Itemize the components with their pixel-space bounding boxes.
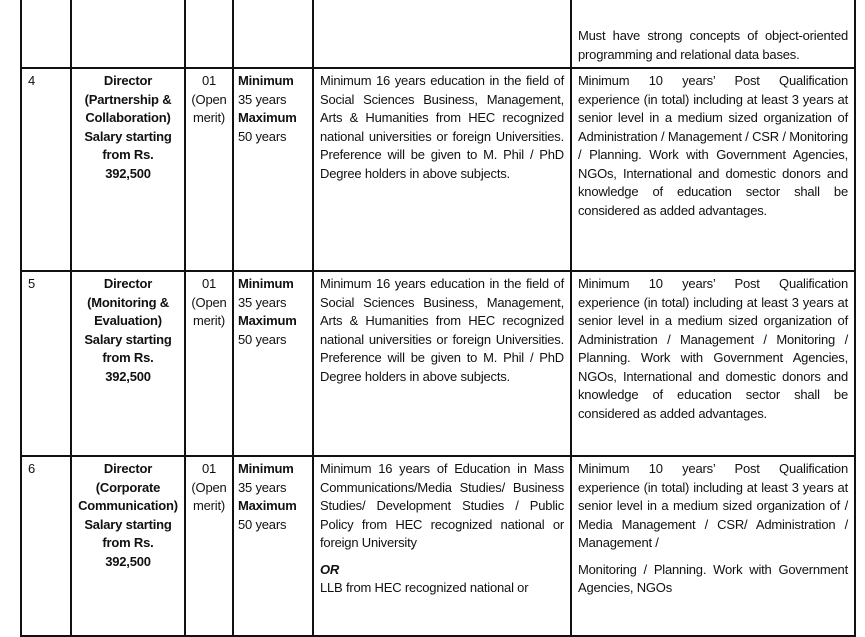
post-subtitle: (Monitoring & Evaluation) bbox=[87, 294, 169, 328]
post-cell bbox=[71, 68, 185, 271]
salary: Salary starting from Rs. 392,500 bbox=[84, 331, 172, 384]
post-subtitle: (Corporate Communication) bbox=[78, 479, 178, 513]
salary: Salary starting from Rs. 392,500 bbox=[84, 128, 172, 181]
age-max: 50 years bbox=[238, 516, 287, 532]
seats-type: (Open merit) bbox=[191, 479, 227, 513]
age-max: 50 years bbox=[238, 128, 287, 144]
experience-text: Minimum 10 years’ Post Qualification experience (in total) including at least 3 years at senior level in a medium sized organization of / Media Management / CSR/ Administration / Management / bbox=[578, 461, 848, 550]
education-cell bbox=[313, 456, 571, 636]
experience-cell: Minimum 10 years’ Post Qualification experience (in total) including at least 3 years at senior level in a medium sized organization of Administration / Management / CSR / Monitoring / Planning. Work with Government Agencies, NGOs, International and domestic donors and knowledge of education sector shall be considered as added advantages. bbox=[571, 68, 855, 271]
table-row bbox=[21, 456, 855, 636]
seats-cell bbox=[185, 271, 233, 456]
age-max: 50 years bbox=[238, 331, 287, 347]
post-cell bbox=[71, 271, 185, 456]
post-title: Director bbox=[103, 73, 153, 88]
age-min-label: Minimum bbox=[238, 73, 294, 88]
age-min: 35 years bbox=[238, 479, 287, 495]
seats-cell bbox=[185, 68, 233, 271]
age-cell bbox=[233, 0, 313, 68]
post-title: Director bbox=[103, 461, 153, 476]
age-max-label: Maximum bbox=[238, 498, 297, 513]
education-or: OR bbox=[320, 561, 340, 577]
seats: 01 bbox=[201, 461, 217, 476]
row-number: 4 bbox=[21, 68, 71, 271]
seats: 01 bbox=[201, 73, 217, 88]
row-number: 5 bbox=[21, 271, 71, 456]
age-cell bbox=[233, 68, 313, 271]
experience-cell: Minimum 10 years’ Post Qualification experience (in total) including at least 3 years at senior level in a medium sized organization of Administration / Management / Monitoring / Planning. Work with Government Agencies, NGOs, International and domestic donors and knowledge of education sector shall be considered as added advantages. bbox=[571, 271, 855, 456]
experience-cell: Must have strong concepts of object-oriented programming and relational data bases. bbox=[571, 0, 855, 68]
experience-cell bbox=[571, 456, 855, 636]
education-text-2: LLB from HEC recognized national or bbox=[320, 580, 529, 595]
seats: 01 bbox=[201, 276, 217, 291]
seats-type: (Open merit) bbox=[191, 294, 227, 328]
post-cell bbox=[71, 456, 185, 636]
education-cell: Minimum 16 years education in the field of Social Sciences Business, Management, Arts & Humanities from HEC recognized national universities or foreign Universities. Preference will be given to M. Phil / PhD Degree holders in above subjects. bbox=[313, 271, 571, 456]
seats-type: (Open merit) bbox=[191, 91, 227, 125]
age-cell bbox=[233, 271, 313, 456]
table-row bbox=[21, 271, 855, 456]
education-cell: Minimum 16 years education in the field of Social Sciences Business, Management, Arts & Humanities from HEC recognized national universities or foreign Universities. Preference will be given to M. Phil / PhD Degree holders in above subjects. bbox=[313, 68, 571, 271]
age-max-label: Maximum bbox=[238, 110, 297, 125]
post-subtitle: (Partnership & Collaboration) bbox=[84, 91, 172, 125]
age-min-label: Minimum bbox=[238, 276, 294, 291]
table-row bbox=[21, 0, 855, 68]
age-min: 35 years bbox=[238, 294, 287, 310]
salary: Salary starting from Rs. 392,500 bbox=[84, 516, 172, 569]
row-number bbox=[21, 0, 71, 68]
age-max-label: Maximum bbox=[238, 313, 297, 328]
table-row bbox=[21, 68, 855, 271]
age-cell bbox=[233, 456, 313, 636]
age-min-label: Minimum bbox=[238, 461, 294, 476]
age-min: 35 years bbox=[238, 91, 287, 107]
education-text: Minimum 16 years of Education in Mass Communications/Media Studies/ Business Studies/ Development Studies / Public Policy from HEC recognized national or foreign University bbox=[320, 461, 564, 550]
row-number: 6 bbox=[21, 456, 71, 636]
job-positions-table bbox=[20, 0, 856, 637]
seats-cell bbox=[185, 0, 233, 68]
seats-cell bbox=[185, 456, 233, 636]
post-title: Director bbox=[103, 276, 153, 291]
experience-text-2: Monitoring / Planning. Work with Government Agencies, NGOs bbox=[578, 561, 848, 595]
post-cell bbox=[71, 0, 185, 68]
education-cell bbox=[313, 0, 571, 68]
